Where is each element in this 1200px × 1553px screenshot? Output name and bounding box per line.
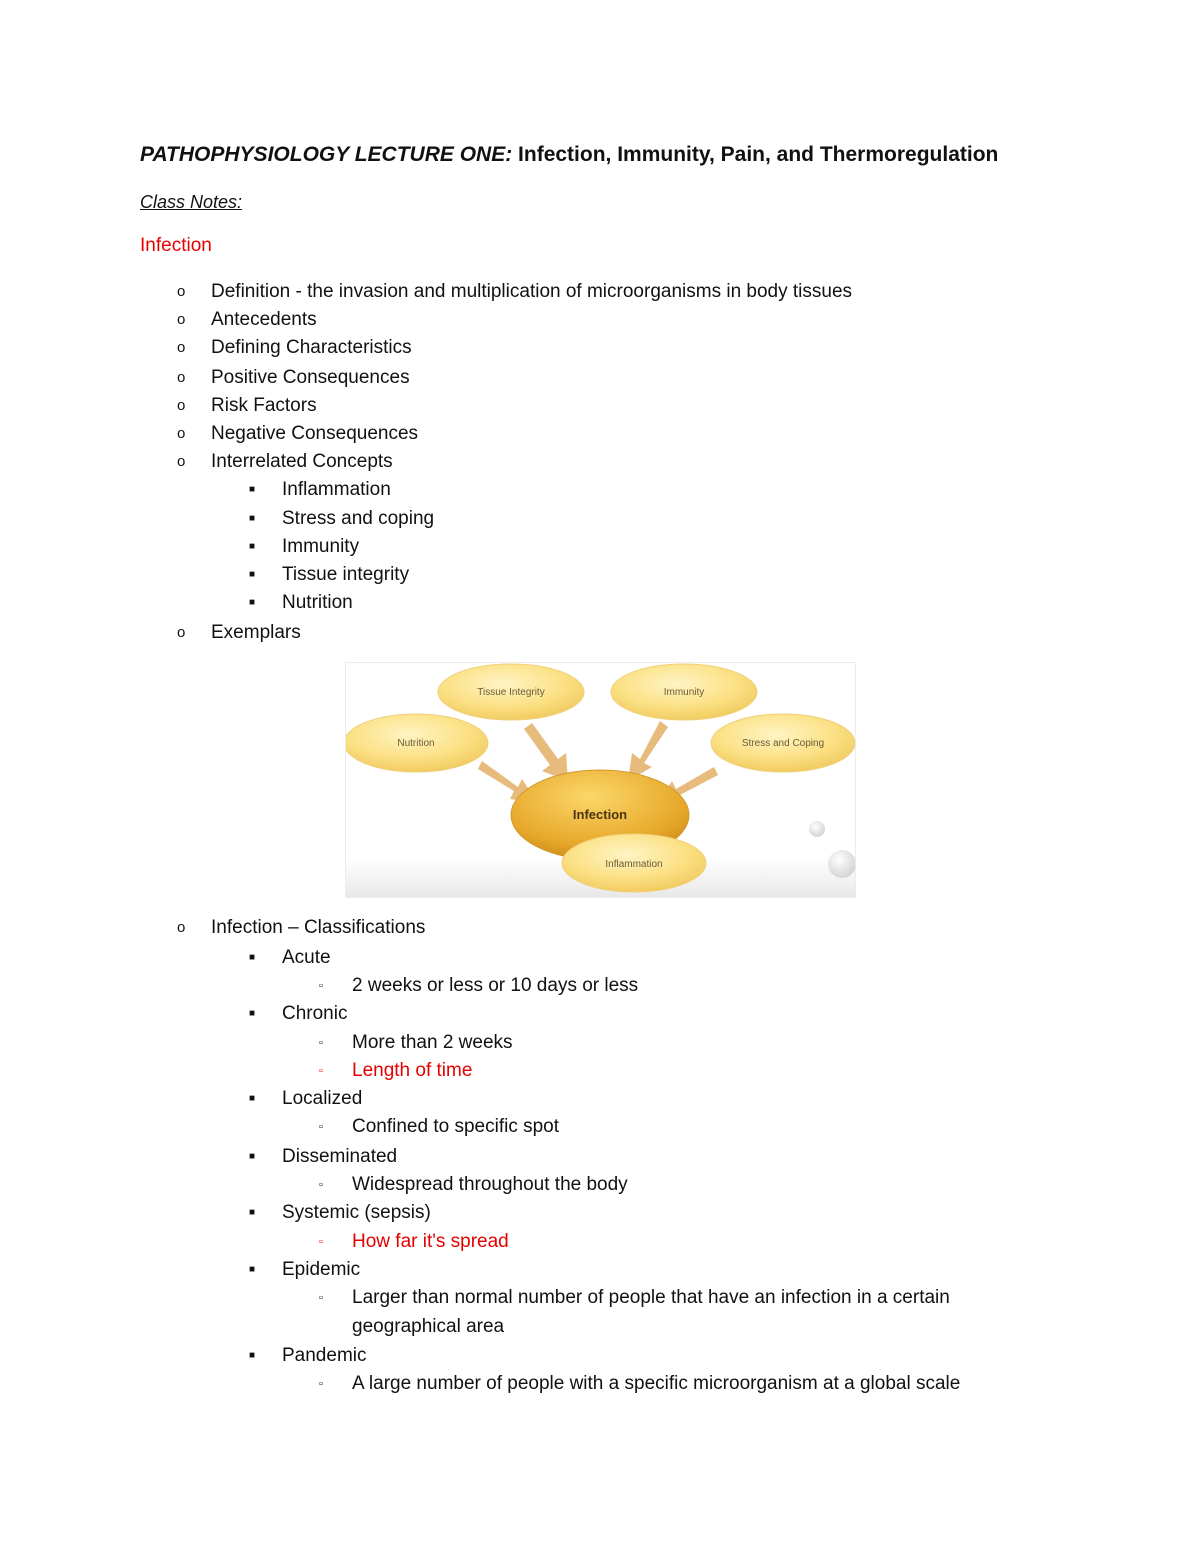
bullet-sub: ▫ [319,1378,323,1390]
node-inflammation [562,834,706,892]
bullet-sub: ▫ [319,1292,323,1304]
arrow-tissue-to-infection [524,723,568,781]
node-nutrition [346,714,488,772]
list-item-definition: Definition - the invasion and multiplication of microorganisms in body tissues [211,281,853,302]
bullet-o: o [177,339,186,356]
class-epidemic-detail-cont: geographical area [352,1316,505,1337]
bullet-square: ■ [249,597,256,608]
decorative-bubble [809,821,825,837]
class-localized-detail: Confined to specific spot [352,1116,560,1137]
bullet-o: o [177,919,186,936]
bullet-o: o [177,369,186,386]
concept-inflammation: Inflammation [282,479,391,500]
node-label: Nutrition [397,738,435,749]
bullet-o: o [177,425,186,442]
class-epidemic-detail: Larger than normal number of people that have an infection in a certain [352,1287,950,1308]
class-localized: Localized [282,1088,363,1109]
bullet-sub: ▫ [319,1236,323,1248]
class-chronic-note: Length of time [352,1060,473,1081]
bullet-square: ■ [249,1151,256,1162]
title-italic: PATHOPHYSIOLOGY LECTURE ONE: [140,143,513,166]
bullet-square: ■ [249,484,256,495]
bullet-o: o [177,453,186,470]
class-systemic-note: How far it's spread [352,1231,509,1252]
title-rest: Infection, Immunity, Pain, and Thermoregulation [512,143,999,166]
bullet-square: ■ [249,952,256,963]
classifications-heading: Infection – Classifications [211,917,426,938]
bullet-square: ■ [249,569,256,580]
bullet-square: ■ [249,1207,256,1218]
bullet-sub: ▫ [319,1065,323,1077]
bullet-o: o [177,283,186,300]
arrow-immunity-to-infection [628,721,668,781]
decorative-bubble [828,850,855,878]
section-heading-infection: Infection [140,235,212,256]
node-label: Stress and Coping [741,738,825,749]
concept-tissue-integrity: Tissue integrity [282,564,410,585]
node-label: Tissue Integrity [477,687,545,698]
class-acute: Acute [282,947,331,968]
node-immunity [611,664,757,720]
class-systemic: Systemic (sepsis) [282,1202,431,1223]
bullet-sub: ▫ [319,1179,323,1191]
bullet-o: o [177,311,186,328]
concept-immunity: Immunity [282,536,360,557]
class-notes-heading: Class Notes: [140,192,243,212]
concept-stress-coping: Stress and coping [282,508,435,529]
class-chronic-detail: More than 2 weeks [352,1032,513,1053]
class-pandemic: Pandemic [282,1345,367,1366]
list-item-risk-factors: Risk Factors [211,395,317,416]
bullet-square: ■ [249,513,256,524]
list-item-negative-consequences: Negative Consequences [211,423,419,444]
node-tissue-integrity [438,664,584,720]
class-chronic: Chronic [282,1003,348,1024]
bullet-o: o [177,397,186,414]
bullet-square: ■ [249,1008,256,1019]
list-item-antecedents: Antecedents [211,309,317,330]
list-item-exemplars: Exemplars [211,622,301,643]
class-disseminated: Disseminated [282,1146,398,1167]
bullet-o: o [177,624,186,641]
bullet-square: ■ [249,1093,256,1104]
node-stress-and-coping [711,714,855,772]
page-title [140,143,998,167]
node-label: Infection [572,807,628,822]
bullet-sub: ▫ [319,980,323,992]
class-epidemic: Epidemic [282,1259,361,1280]
concept-map-diagram [345,662,856,898]
concept-nutrition: Nutrition [282,592,353,613]
list-item-interrelated-concepts: Interrelated Concepts [211,451,393,472]
list-item-defining-characteristics: Defining Characteristics [211,337,412,358]
list-item-positive-consequences: Positive Consequences [211,367,410,388]
bullet-square: ■ [249,1350,256,1361]
bullet-sub: ▫ [319,1037,323,1049]
class-pandemic-detail: A large number of people with a specific microorganism at a global scale [352,1373,961,1394]
node-label: Inflammation [605,859,663,870]
node-label: Immunity [663,687,705,698]
bullet-sub: ▫ [319,1121,323,1133]
bullet-square: ■ [249,541,256,552]
class-acute-detail: 2 weeks or less or 10 days or less [352,975,639,996]
class-disseminated-detail: Widespread throughout the body [352,1174,628,1195]
bullet-square: ■ [249,1264,256,1275]
